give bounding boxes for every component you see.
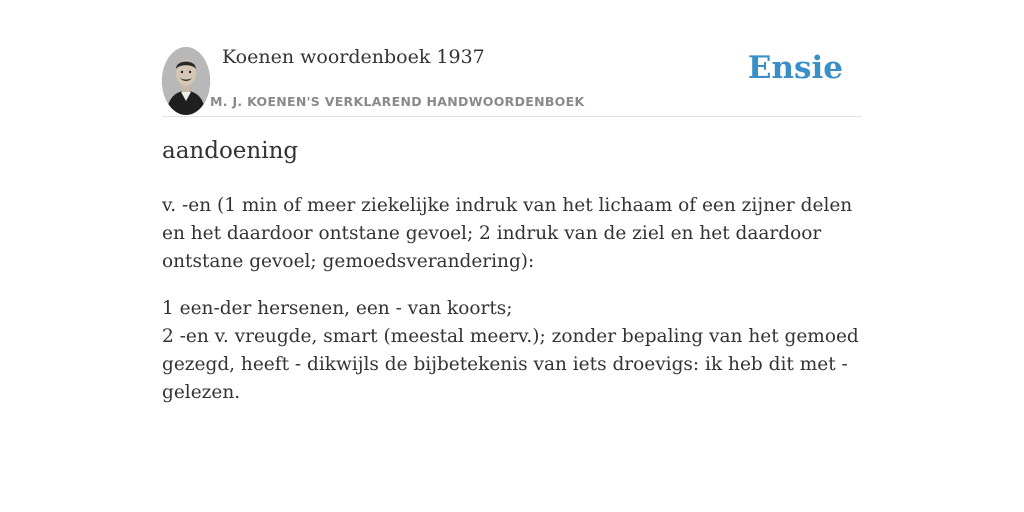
example-line: 1 een-der hersenen, een - van koorts; [162, 298, 513, 319]
ensie-logo-link[interactable]: Ensie [747, 50, 843, 86]
entry-definition: v. -en (1 min of meer ziekelijke indruk van het lichaam of een zijner delen en het daardoor ontstane gevoel; 2 indruk van de ziel en het daardoor ontstane gevoel; gemoedsverandering): [162, 195, 853, 272]
dictionary-title: Koenen woordenboek 1937 [222, 46, 485, 68]
entry-examples [162, 295, 862, 407]
author-portrait-icon [162, 47, 210, 115]
entry-headword: aandoening [162, 138, 299, 164]
dictionary-subtitle: M. J. KOENEN'S VERKLAREND HANDWOORDENBOEK [210, 94, 585, 109]
dictionary-header [162, 40, 862, 117]
example-line: 2 -en v. vreugde, smart (meestal meerv.); zonder bepaling van het gemoed gezegd, heeft - dikwijls de bijbetekenis van iets droevigs: ik heb dit met - gelezen. [162, 326, 859, 403]
